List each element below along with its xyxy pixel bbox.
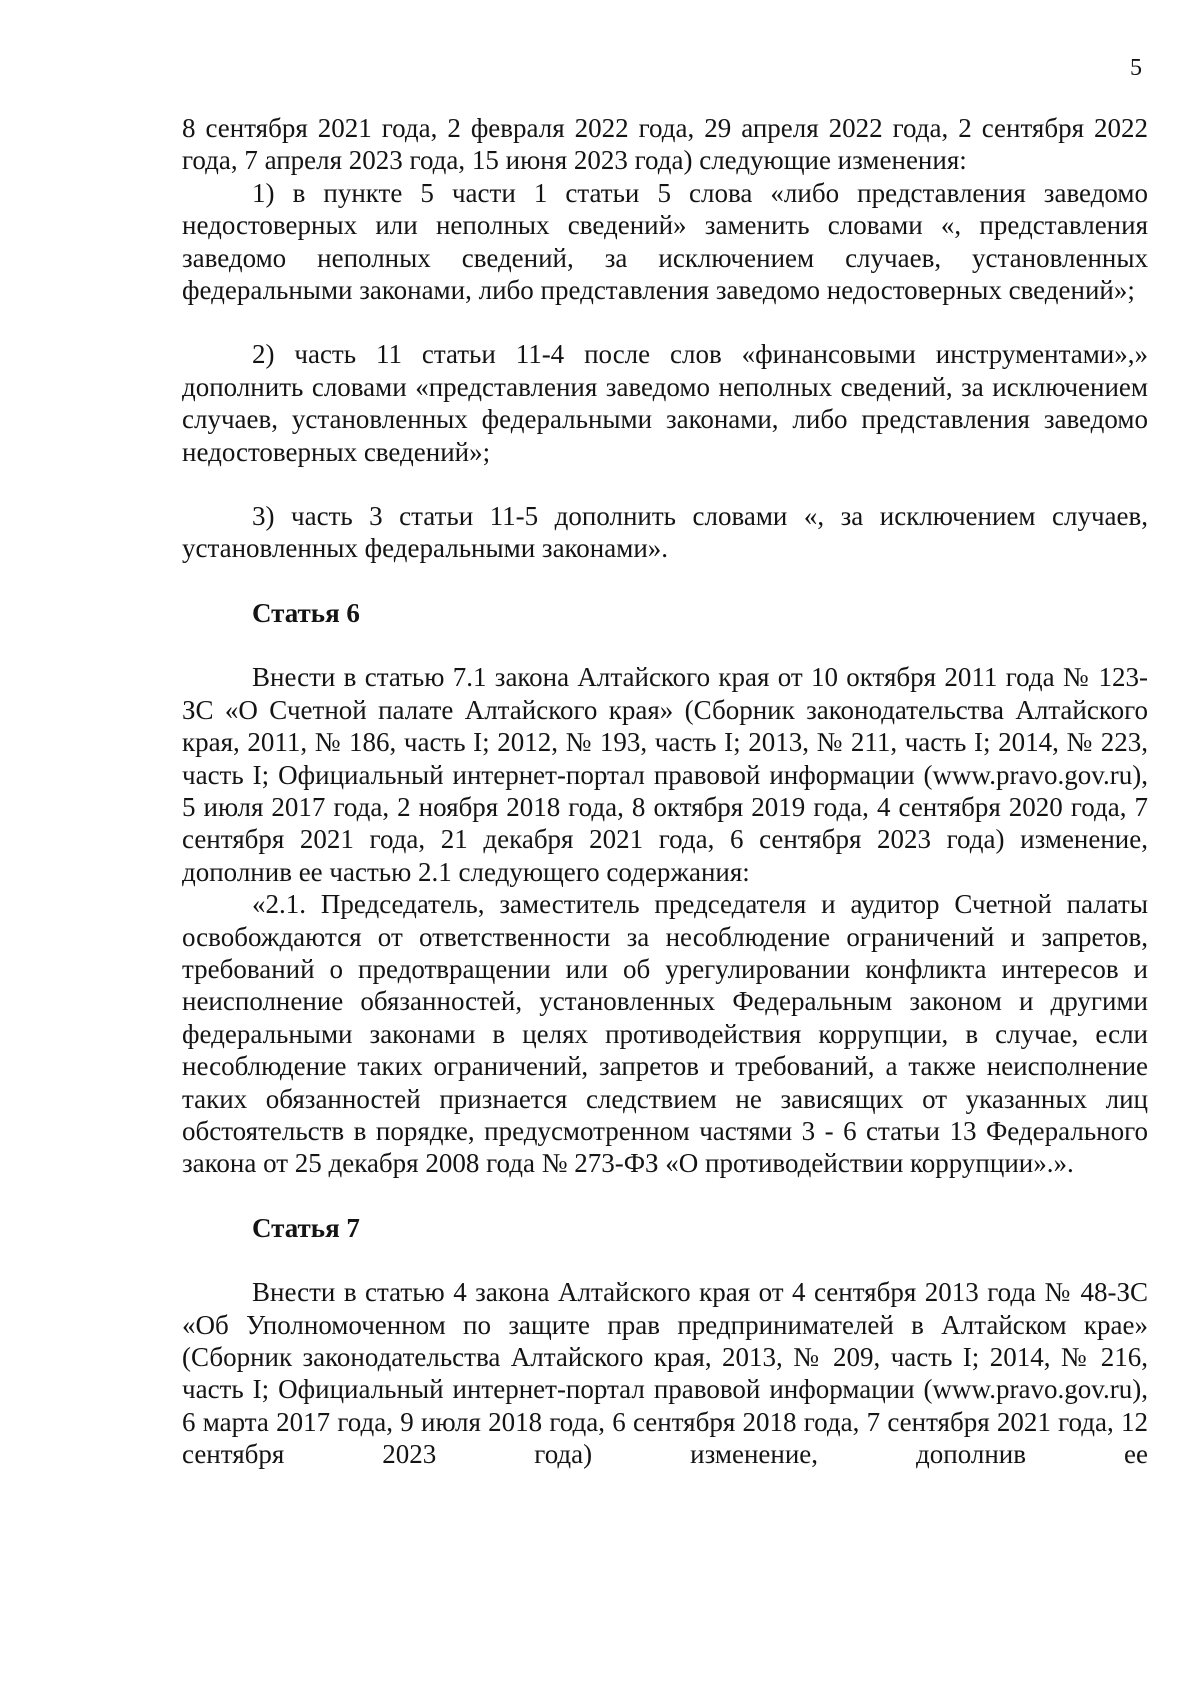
article-7-paragraph-1: Внести в статью 4 закона Алтайского края от 4 сентября 2013 года № 48-ЗС «Об Уполномоченном по защите прав предпринимателей в Алтайском крае» (Сборник законодательства Алтайского края, 2013, № 209, часть I; 2014, № 216, часть I; Официальный интернет-портал правовой информации (www.pravo.gov.ru), 6 марта 2017 года, 9 июля 2018 года, 6 сентября 2018 года, 7 сентября 2021 года, 12 сентября 2023 года) изменение, дополнив ее bbox=[182, 1277, 1148, 1470]
article-6-paragraph-1: Внести в статью 7.1 закона Алтайского края от 10 октября 2011 года № 123-ЗС «О Счетной палате Алтайского края» (Сборник законодательства Алтайского края, 2011, № 186, часть I; 2012, № 193, часть I; 2013, № 211, часть I; 2014, № 223, часть I; Официальный интернет-портал правовой информации (www.pravo.gov.ru), 5 июля 2017 года, 2 ноября 2018 года, 8 октября 2019 года, 4 сентября 2020 года, 7 сентября 2021 года, 21 декабря 2021 года, 6 сентября 2023 года) изменение, дополнив ее частью 2.1 следующего содержания: bbox=[182, 662, 1148, 887]
article-7-title: Статья 7 bbox=[252, 1212, 360, 1243]
amendment-item-1: 1) в пункте 5 части 1 статьи 5 слова «либо представления заведомо недостоверных или неполных сведений» заменить словами «, представления заведомо неполных сведений, за исключением случаев, установленных федеральными законами, либо представления заведомо недостоверных сведений»; bbox=[182, 177, 1148, 306]
page-number: 5 bbox=[1130, 55, 1142, 81]
intro-continuation: 8 сентября 2021 года, 2 февраля 2022 года, 29 апреля 2022 года, 2 сентября 2022 года, 7 апреля 2023 года, 15 июня 2023 года) следующие изменения: bbox=[182, 113, 1148, 176]
article-6-paragraph-2: «2.1. Председатель, заместитель председателя и аудитор Счетной палаты освобождаются от ответственности за несоблюдение ограничений и запретов, требований о предотвращении или об урегулировании конфликта интересов и неисполнение обязанностей, установленных Федеральным законом и другими федеральными законами в целях противодействия коррупции, в случае, если несоблюдение таких ограничений, запретов и требований, а также неисполнение таких обязанностей признается следствием не зависящих от указанных лиц обстоятельств в порядке, предусмотренном частями 3 - 6 статьи 13 Федерального закона от 25 декабря 2008 года № 273-ФЗ «О противодействии коррупции».». bbox=[182, 889, 1148, 1179]
amendment-item-3: 3) часть 3 статьи 11-5 дополнить словами «, за исключением случаев, установленных федеральными законами». bbox=[182, 501, 1148, 564]
article-6-title: Статья 6 bbox=[252, 597, 360, 628]
amendment-item-2: 2) часть 11 статьи 11-4 после слов «финансовыми инструментами»,» дополнить словами «представления заведомо неполных сведений, за исключением случаев, установленных федеральными законами, либо представления заведомо недостоверных сведений»; bbox=[182, 339, 1148, 467]
document-body bbox=[182, 112, 1148, 1471]
